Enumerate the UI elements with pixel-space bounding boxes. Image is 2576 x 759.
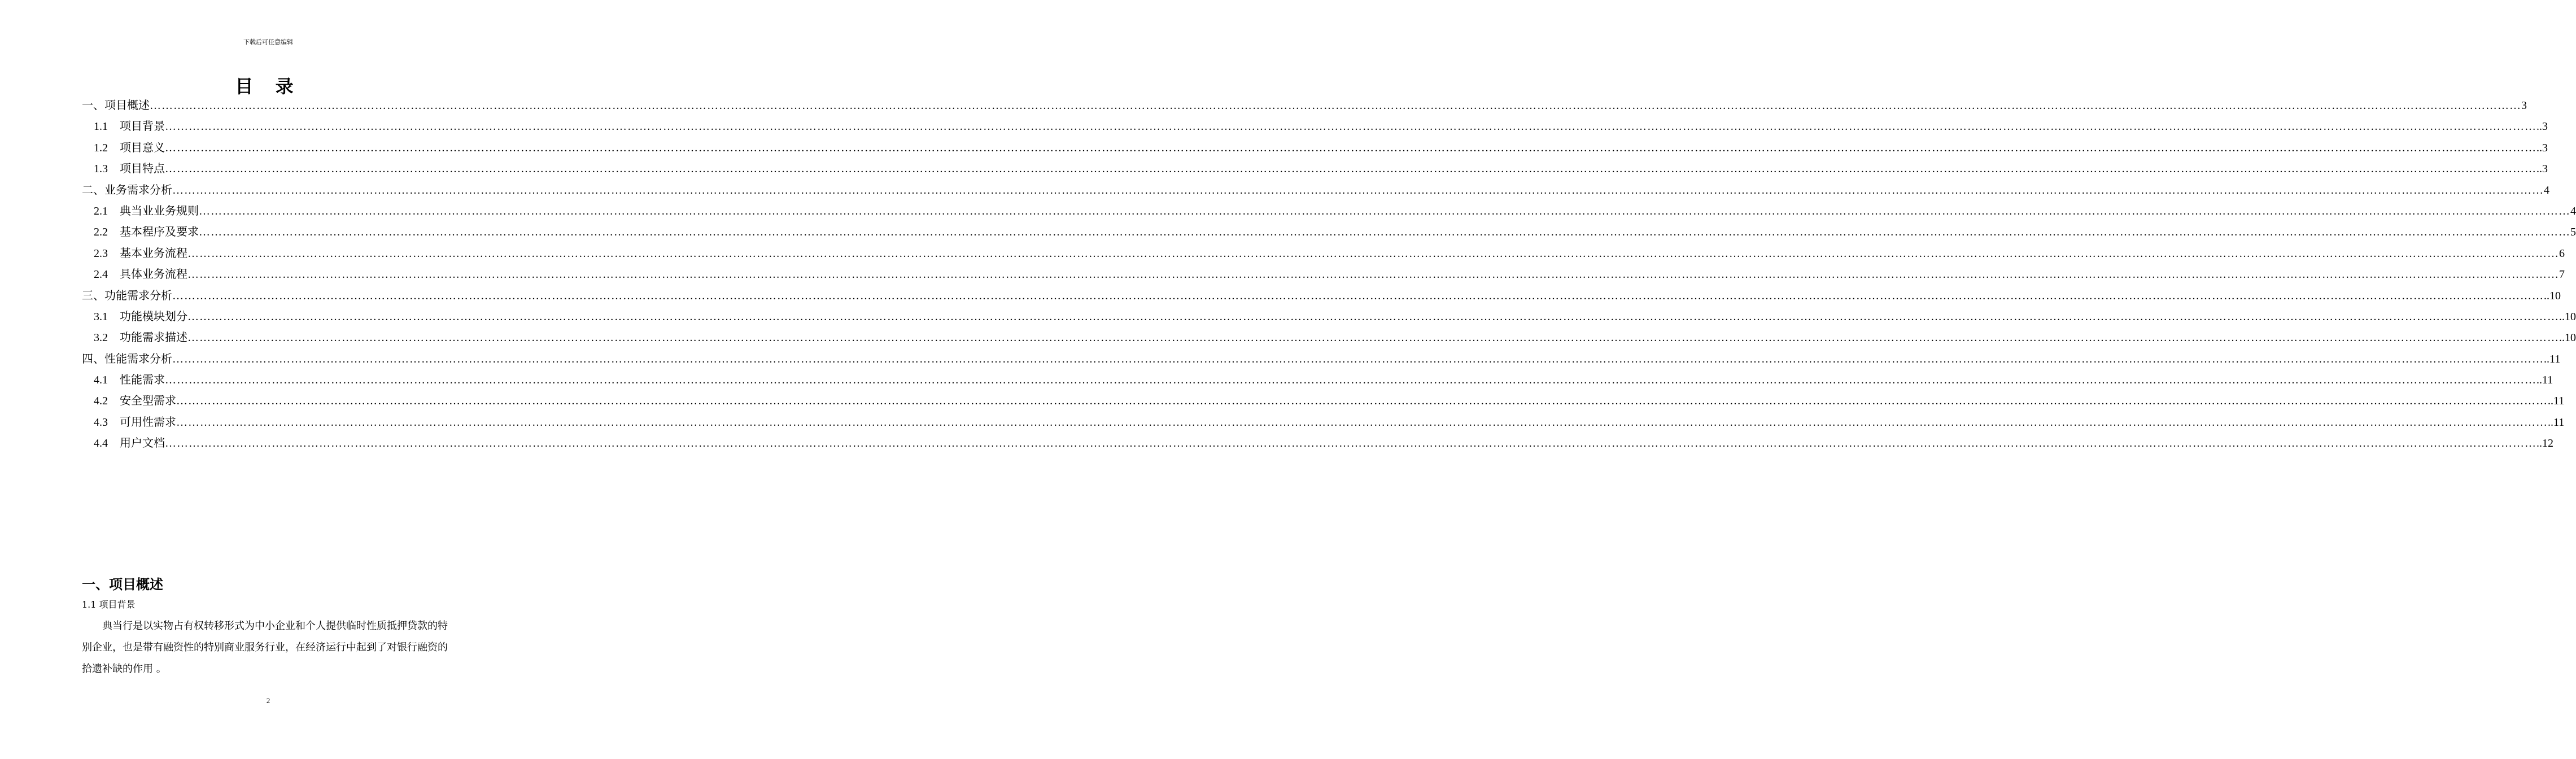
- toc-entry-label: [94, 138, 165, 155]
- toc-entry-label: [82, 96, 150, 112]
- toc-dot-leader: ……………………………………………………………………………………………………………………………………………………………………………………………………………………………………………………………………………………………………………………………………………………………………………………………………………………………………………………………………………………………………………………………………………………: [165, 120, 2536, 133]
- toc-entry-text: 安全型需求: [120, 394, 176, 408]
- toc-entry-page: ..11: [2548, 416, 2565, 429]
- toc-entry-label: [82, 286, 172, 303]
- toc-dot-leader: ……………………………………………………………………………………………………………………………………………………………………………………………………………………………………………………………………………………………………………………………………………………………………………………………………………………………………………………………………………………………………………………………………………………: [187, 310, 2559, 323]
- toc-dot-leader: ……………………………………………………………………………………………………………………………………………………………………………………………………………………………………………………………………………………………………………………………………………………………………………………………………………………………………………………………………………………………………………………………………………………: [199, 204, 2570, 217]
- toc-entry-text: 项目特点: [120, 162, 165, 176]
- toc-title: 目 录: [235, 76, 302, 97]
- toc-entry[interactable]: [82, 223, 2576, 243]
- toc-entry[interactable]: [82, 265, 2565, 286]
- toc-entry-label: [94, 244, 187, 260]
- toc-dot-leader: ……………………………………………………………………………………………………………………………………………………………………………………………………………………………………………………………………………………………………………………………………………………………………………………………………………………………………………………………………………………………………………………………………………………: [165, 141, 2536, 154]
- toc-entry-text: 三、功能需求分析: [82, 288, 172, 302]
- sub-heading: 1.1 项目背景: [82, 599, 136, 610]
- toc-entry-page: ..12: [2536, 437, 2553, 450]
- toc-entry-number: 1.2: [94, 141, 108, 154]
- toc-entry[interactable]: [82, 413, 2565, 434]
- toc-entry-text: 项目意义: [120, 140, 165, 154]
- toc-entry[interactable]: [82, 286, 2561, 307]
- toc-entry-label: [94, 202, 199, 218]
- toc-entry-text: 功能需求描述: [120, 330, 187, 344]
- toc-entry[interactable]: [82, 307, 2576, 328]
- toc-entry-text: 四、性能需求分析: [82, 351, 172, 365]
- toc-dot-leader: ……………………………………………………………………………………………………………………………………………………………………………………………………………………………………………………………………………………………………………………………………………………………………………………………………………………………………………………………………………………………………………………………………………………: [165, 374, 2536, 387]
- toc-dot-leader: ……………………………………………………………………………………………………………………………………………………………………………………………………………………………………………………………………………………………………………………………………………………………………………………………………………………………………………………………………………………………………………………………………………………: [172, 184, 2544, 197]
- toc-entry[interactable]: [82, 159, 2548, 180]
- toc-entry-number: 2.1: [94, 204, 108, 217]
- toc-entry-page: ..10: [2559, 331, 2576, 344]
- toc-dot-leader: ……………………………………………………………………………………………………………………………………………………………………………………………………………………………………………………………………………………………………………………………………………………………………………………………………………………………………………………………………………………………………………………………………………………: [172, 289, 2544, 302]
- toc-entry-page: ..3: [2536, 120, 2548, 133]
- toc-entry-label: [94, 223, 199, 239]
- toc-entry-text: 基本业务流程: [120, 246, 187, 260]
- toc-entry-label: [82, 350, 172, 366]
- toc-entry-text: 基本程序及要求: [120, 225, 199, 239]
- toc-dot-leader: ……………………………………………………………………………………………………………………………………………………………………………………………………………………………………………………………………………………………………………………………………………………………………………………………………………………………………………………………………………………………………………………………………………………: [199, 226, 2570, 239]
- toc-entry-text: 性能需求: [120, 373, 165, 387]
- page-number: 2: [266, 696, 270, 705]
- toc-entry[interactable]: [82, 328, 2576, 349]
- toc-entry-label: [94, 434, 165, 450]
- toc-entry[interactable]: [82, 202, 2576, 223]
- toc-entry-page: 7: [2559, 268, 2565, 281]
- page-header: 下载后可任意编辑: [243, 38, 293, 46]
- toc-entry-label: [94, 117, 165, 133]
- toc-entry-number: 1.3: [94, 163, 108, 176]
- toc-entry[interactable]: [82, 434, 2553, 455]
- toc-entry-text: 一、项目概述: [82, 98, 150, 112]
- toc-entry-label: [94, 328, 187, 344]
- toc-entry[interactable]: [82, 96, 2527, 117]
- toc-entry-label: [94, 307, 187, 324]
- toc-entry-page: ..10: [2544, 289, 2561, 302]
- toc-entry-label: [82, 181, 172, 197]
- toc-entry[interactable]: [82, 350, 2561, 370]
- toc-entry-text: 可用性需求: [120, 415, 176, 429]
- toc-entry-page: ..3: [2536, 141, 2548, 154]
- toc-dot-leader: ……………………………………………………………………………………………………………………………………………………………………………………………………………………………………………………………………………………………………………………………………………………………………………………………………………………………………………………………………………………………………………………………………………………: [176, 395, 2548, 408]
- toc-entry-page: 6: [2559, 247, 2565, 260]
- toc-entry-label: [94, 370, 165, 387]
- toc-dot-leader: ……………………………………………………………………………………………………………………………………………………………………………………………………………………………………………………………………………………………………………………………………………………………………………………………………………………………………………………………………………………………………………………………………………………: [172, 352, 2544, 365]
- toc-entry-text: 用户文档: [120, 436, 165, 450]
- toc-entry-label: [94, 413, 176, 429]
- toc-entry-page: 3: [2521, 99, 2527, 112]
- toc-dot-leader: ……………………………………………………………………………………………………………………………………………………………………………………………………………………………………………………………………………………………………………………………………………………………………………………………………………………………………………………………………………………………………………………………………………………: [187, 331, 2559, 344]
- toc-dot-leader: ……………………………………………………………………………………………………………………………………………………………………………………………………………………………………………………………………………………………………………………………………………………………………………………………………………………………………………………………………………………………………………………………………………………: [187, 268, 2559, 281]
- toc-dot-leader: ……………………………………………………………………………………………………………………………………………………………………………………………………………………………………………………………………………………………………………………………………………………………………………………………………………………………………………………………………………………………………………………………………………………: [176, 416, 2548, 429]
- toc-entry-text: 功能模块划分: [120, 309, 187, 323]
- toc-entry-number: 1.1: [94, 120, 108, 133]
- toc-entry[interactable]: [82, 370, 2553, 391]
- toc-entry-number: 2.4: [94, 268, 108, 281]
- table-of-contents: [82, 96, 2576, 455]
- toc-dot-leader: ……………………………………………………………………………………………………………………………………………………………………………………………………………………………………………………………………………………………………………………………………………………………………………………………………………………………………………………………………………………………………………………………………………………: [150, 99, 2521, 112]
- toc-entry[interactable]: [82, 391, 2565, 412]
- toc-entry-page: 4: [2570, 204, 2576, 217]
- toc-entry-number: 3.1: [94, 310, 108, 323]
- toc-entry-number: 2.3: [94, 247, 108, 260]
- toc-entry[interactable]: [82, 181, 2549, 202]
- toc-entry-label: [94, 159, 165, 176]
- toc-entry-page: ..11: [2536, 374, 2553, 387]
- toc-entry-number: 3.2: [94, 331, 108, 344]
- toc-entry[interactable]: [82, 138, 2548, 159]
- toc-entry-page: 4: [2544, 184, 2549, 197]
- toc-entry-page: ..11: [2548, 395, 2565, 408]
- body-paragraph: 典当行是以实物占有权转移形式为中小企业和个人提供临时性质抵押贷款的特别企业，也是带有融资性的特别商业服务行业，在经济运行中起到了对银行融资的拾遗补缺的作用 。: [82, 620, 448, 675]
- toc-entry[interactable]: [82, 117, 2548, 138]
- toc-entry-text: 具体业务流程: [120, 267, 187, 281]
- toc-entry-number: 2.2: [94, 226, 108, 239]
- toc-entry-page: ..11: [2544, 352, 2561, 365]
- toc-entry-text: 项目背景: [120, 119, 165, 133]
- toc-dot-leader: ……………………………………………………………………………………………………………………………………………………………………………………………………………………………………………………………………………………………………………………………………………………………………………………………………………………………………………………………………………………………………………………………………………………: [165, 163, 2536, 176]
- toc-entry-text: 典当业业务规则: [120, 203, 199, 217]
- toc-entry-label: [94, 391, 176, 408]
- toc-entry-text: 二、业务需求分析: [82, 182, 172, 197]
- toc-entry-number: 4.1: [94, 374, 108, 387]
- section-heading: 一、项目概述: [82, 576, 163, 592]
- toc-entry-number: 4.2: [94, 395, 108, 408]
- toc-entry-page: 5: [2570, 226, 2576, 239]
- toc-entry-page: ..10: [2559, 310, 2576, 323]
- toc-entry[interactable]: [82, 244, 2565, 265]
- toc-entry-number: 4.3: [94, 416, 108, 429]
- toc-dot-leader: ……………………………………………………………………………………………………………………………………………………………………………………………………………………………………………………………………………………………………………………………………………………………………………………………………………………………………………………………………………………………………………………………………………………: [165, 437, 2536, 450]
- toc-entry-number: 4.4: [94, 437, 108, 450]
- toc-entry-page: ..3: [2536, 163, 2548, 176]
- toc-entry-label: [94, 265, 187, 281]
- toc-dot-leader: ……………………………………………………………………………………………………………………………………………………………………………………………………………………………………………………………………………………………………………………………………………………………………………………………………………………………………………………………………………………………………………………………………………………: [187, 247, 2559, 260]
